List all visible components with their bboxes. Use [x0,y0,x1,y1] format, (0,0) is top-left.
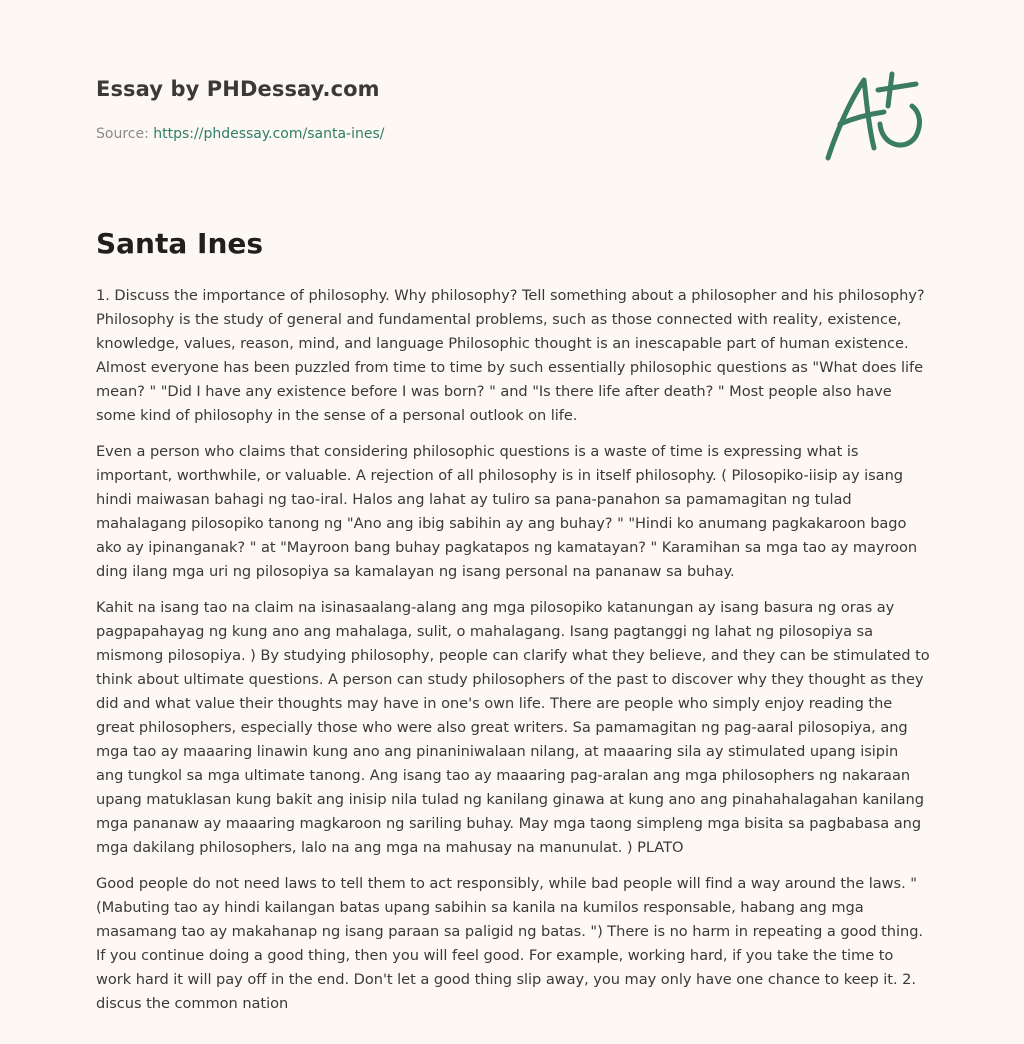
essay-paragraph: Good people do not need laws to tell them to act responsibly, while bad people will find a way around the laws. " (Mabuting tao ay hindi kailangan batas upang sabihin sa kanila na kumilos responsable, habang ang mga masamang tao ay makahanap ng isang paraan sa paligid ng batas. ") There is no harm in repeating a good thing. If you continue doing a good thing, then you will feel good. For example, working hard, if you take the time to work hard it will pay off in the end. Don't let a good thing slip away, you may only have one chance to keep it. 2. discus the common nation [96,875,924,1012]
a-plus-logo-icon [820,66,930,166]
essay-header [96,74,796,144]
essay-body [96,284,930,1028]
source-link[interactable]: https://phdessay.com/santa-ines/ [153,126,385,142]
essay-paragraph: 1. Discuss the importance of philosophy. Why philosophy? Tell something about a philosopher and his philosophy? Philosophy is the study of general and fundamental problems, such as those connected with reality, existence, knowledge, values, reason, mind, and language Philosophic thought is an inescapable part of human existence. Almost everyone has been puzzled from time to time by such essentially philosophic questions as "What does life mean? " "Did I have any existence before I was born? " and "Is there life after death? " Most people also have some kind of philosophy in the sense of a personal outlook on life. [96,287,925,424]
site-title: Essay by PHDessay.com [96,77,380,101]
essay-title: Santa Ines [96,227,264,260]
source-label: Source: [96,126,149,142]
essay-paragraph: Even a person who claims that considering philosophic questions is a waste of time is expressing what is important, worthwhile, or valuable. A rejection of all philosophy is in itself philosophy. ( Pilosopiko-iisip ay isang hindi maiwasan bahagi ng tao-iral. Halos ang lahat ay tuliro sa pana-panahon sa pamamagitan ng tulad mahalagang pilosopiko tanong ng "Ano ang ibig sabihin ay ang buhay? " "Hindi ko anumang pagkakaroon bago ako ay ipinanganak? " at "Mayroon bang buhay pagkatapos ng kamatayan? " Karamihan sa mga tao ay mayroon ding ilang mga uri ng pilosopiya sa kamalayan ng isang personal na pananaw sa buhay. [96,443,918,580]
essay-paragraph: Kahit na isang tao na claim na isinasaalang-alang ang mga pilosopiko katanungan ay isang basura ng oras ay pagpapahayag ng kung ano ang mahalaga, sulit, o mahalagang. Isang pagtanggi ng lahat ng pilosopiya sa mismong pilosopiya. ) By studying philosophy, people can clarify what they believe, and they can be stimulated to think about ultimate questions. A person can study philosophers of the past to discover why they thought as they did and what value their thoughts may have in one's own life. There are people who simply enjoy reading the great philosophers, especially those who were also great writers. Sa pamamagitan ng pag-aaral pilosopiya, ang mga tao ay maaaring linawin kung ano ang pinaniniwalaan nilang, at maaaring sila ay stimulated upang isipin ang tungkol sa mga ultimate tanong. Ang isang tao ay maaaring pag-aralan ang mga philosophers ng nakaraan upang matuklasan kung bakit ang inisip nila tulad ng kanilang ginawa at kung ano ang pinahahalagahan kanilang mga pananaw ay maaaring magkaroon ng sariling buhay. May mga taong simpleng mga bisita sa pagbabasa ang mga dakilang philosophers, lalo na ang mga na mahusay na manunulat. ) PLATO [96,599,930,856]
source-line [96,124,796,144]
